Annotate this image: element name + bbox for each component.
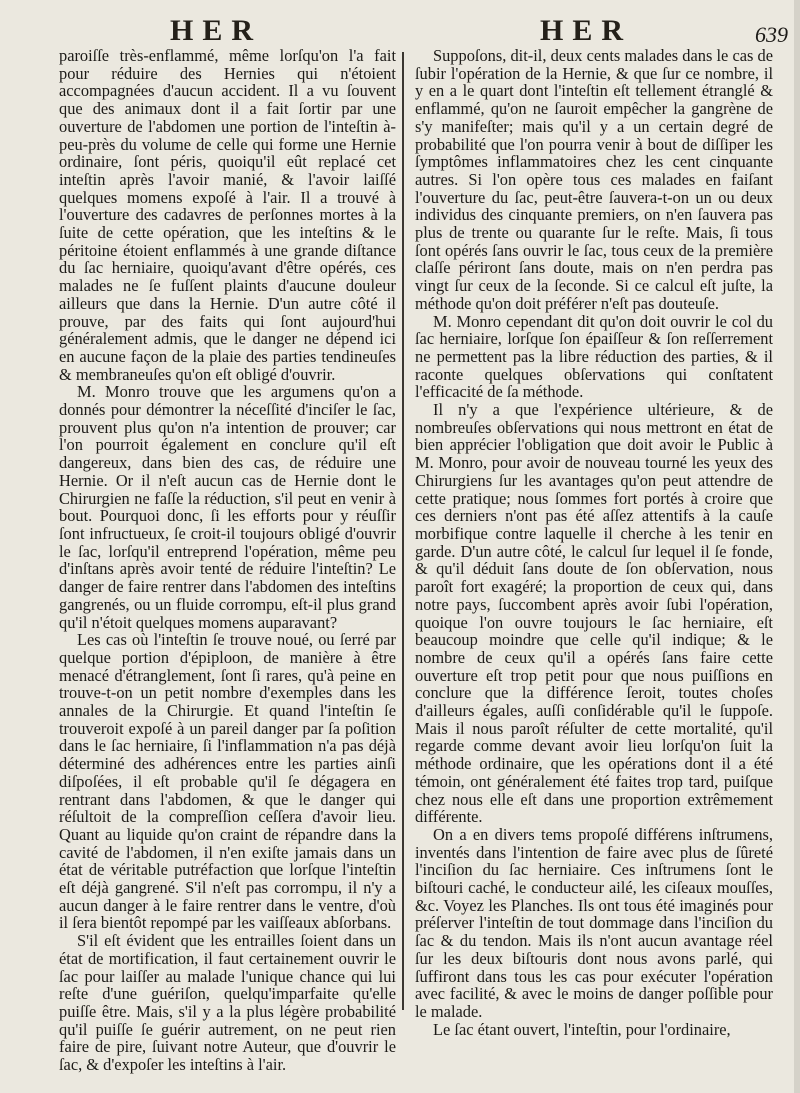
right-column: [415, 47, 773, 1038]
paragraph: Le ſac étant ouvert, l'inteſtin, pour l'ordinaire,: [433, 1019, 731, 1039]
paragraph: Les cas où l'inteſtin ſe trouve noué, ou ſerré par quelque portion d'épiploon, de manière à être menacé d'étranglement, ſont ſi rares, qu'à peine en trouve-t-on un petit nombre d'exemples dans les annales de la Chirurgie. Et quand l'inteſtin ſe trouveroit expoſé à un pareil danger par ſa poſition dans le ſac herniaire, ſi l'inflammation n'a pas déjà déterminé des adhérences entre les parties ainſi diſpoſées, il eſt probable qu'il ſe dégagera en rentrant dans l'abdomen, & que le danger qui réſultoit de la compreſſion ceſſera d'avoir lieu. Quant au liquide qu'on craint de répandre dans la cavité de l'abdomen, il n'en exiſte jamais dans un état de véritable putréfaction que lorſque l'inteſtin eſt déjà gangrené. S'il n'eſt pas corrompu, il n'y a aucun danger à le faire rentrer dans le ventre, d'où il ſera bientôt repompé par les vaiſſeaux abſorbans.: [59, 630, 396, 933]
page-header: [0, 14, 800, 50]
paragraph: On a en divers tems propoſé différens inſtrumens, inventés dans l'intention de faire avec plus de ſûreté l'inciſion du ſac herniaire. Ces inſtrumens ſont le biſtouri caché, le conducteur ailé, les ciſeaux mouſſes, &c. Voyez les Planches. Ils ont tous été imaginés pour préſerver l'inteſtin de tout dommage dans l'inciſion du ſac & du tendon. Mais ils n'ont aucun avantage réel ſur les deux biſtouris dont nous avons parlé, qui ſuffiront dans tous les cas pour exécuter l'opération avec facilité, & avec le moins de danger poſſible pour le malade.: [415, 824, 773, 1021]
paragraph: Suppoſons, dit-il, deux cents malades dans le cas de ſubir l'opération de la Hernie, & que ſur ce nombre, il y en a le quart dont l'inteſtin eſt tellement étranglé & enflammé, qu'on ne ſauroit empêcher la gangrène de s'y manifeſter; mais qu'il y a un certain degré de probabilité que l'on pourra venir à bout de diſſiper les ſymptômes inflammatoires chez les cent cinquante autres. Si l'on opère tous ces malades en faiſant l'ouverture du ſac, peut-être ſauvera-t-on un ou deux individus des cinquante premiers, on n'en ſauvera pas plus de trente ou quarante ſur le reſte. Mais, ſi tous ſont opérés ſans ouvrir le ſac, tous ceux de la première claſſe périront ſans doute, mais on n'en perdra pas vingt ſur ceux de la ſeconde. Si ce calcul eſt juſte, la méthode qu'on doit préférer n'eſt pas douteuſe.: [415, 46, 773, 313]
paragraph: M. Monro trouve que les argumens qu'on a donnés pour démontrer la néceſſité d'inciſer le ſac, prouvent plus qu'on n'a intention de prouver; car l'on pourroit également en conclure qu'il eſt dangereux, dans bien des cas, de réduire une Hernie. Or il n'eſt aucun cas de Hernie dont le Chirurgien ne faſſe la réduction, s'il peut en venir à bout. Pourquoi donc, ſi les efforts pour y réuſſir ſont infructueux, ſe croit-il toujours obligé d'ouvrir le ſac, lorſqu'il entreprend l'opération, même peu d'inſtans après avoir tenté de réduire l'inteſtin? Le danger de faire rentrer dans l'abdomen des inteſtins gangrenés, ou un fluide corrompu, eſt-il plus grand qu'il n'étoit quelques momens auparavant?: [59, 382, 396, 632]
paragraph: Il n'y a que l'expérience ultérieure, & de nombreuſes obſervations qui nous mettront en état de bien apprécier l'obligation que doit avoir le Public à M. Monro, pour avoir de nouveau tourné les yeux des Chirurgiens ſur les avantages qu'on peut attendre de cette pratique; nous ſommes fort portés à croire que ces derniers n'ont pas été aſſez attentifs à la cauſe morbifique contre laquelle il cherche à les tenir en garde. D'un autre côté, le calcul ſur lequel il ſe fonde, & qu'il déduit ſans doute de ſon obſervation, nous paroît fort exagéré; la proportion de ceux qui, dans notre pays, ſuccombent après avoir ſubi l'opération, quoique l'on ouvre toujours le ſac herniaire, eſt beaucoup moindre que celle qu'il indique; & le nombre de ceux qu'il a opérés ſans faire cette ouverture eſt trop petit pour que nous puiſſions en conclure que la différence ſeroit, toutes choſes d'ailleurs égales, auſſi conſidérable qu'il le ſuppoſe. Mais il nous paroît réſulter de cette mortalité, qu'il regarde comme devant avoir lieu lorſqu'on ſuit la méthode ordinaire, que les opérations dont il a été témoin, ont généralement été faites trop tard, puiſque chez nous elle eſt dans une proportion extrêmement différente.: [415, 400, 773, 827]
paragraph: paroiſſe très-enflammé, même lorſqu'on l'a fait pour réduire des Hernies qui n'étoient accompagnées d'aucun accident. Il a vu ſouvent que des animaux dont il a fait ſortir par une ouverture de l'abdomen une portion de l'inteſtin à-peu-près du volume de celle qui forme une Hernie ordinaire, ſont péris, quoiqu'il eût replacé cet inteſtin après l'avoir manié, & l'avoir laiſſé quelques momens expoſé à l'air. Il a trouvé à l'ouverture des cadavres de perſonnes mortes à la ſuite de cette opération, que les inteſtins & le péritoine étoient enflammés à une grande diſtance du ſac herniaire, quoiqu'avant d'être opérés, ces malades ne ſe fuſſent plaints d'aucune douleur ailleurs que dans la Hernie. D'un autre côté il prouve, par des faits qui ſont aujourd'hui généralement admis, que le danger ne dépend ici en aucune façon de la plaie des parties tendineuſes & membraneuſes qu'on eſt obligé d'ouvrir.: [59, 46, 396, 384]
running-head-right: HER: [540, 14, 633, 47]
paragraph: S'il eſt évident que les entrailles ſoient dans un état de mortification, il faut certainement ouvrir le ſac pour laiſſer au malade l'unique chance qui lui reſte d'une guériſon, quelqu'imparfaite qu'elle puiſſe être. Mais, s'il y a la plus légère probabilité qu'il puiſſe ſe guérir autrement, on ne peut rien faire de pire, ſuivant notre Auteur, que d'ouvrir le ſac, & d'expoſer les inteſtins à l'air.: [59, 931, 396, 1075]
page-number: 639: [755, 22, 788, 47]
left-column: [59, 47, 396, 1074]
column-divider: [402, 52, 404, 1010]
running-head-left: HER: [170, 14, 263, 47]
paragraph: M. Monro cependant dit qu'on doit ouvrir le col du ſac herniaire, lorſque ſon épaiſſeur & ſon reſſerrement ne permettent pas la libre réduction des parties, & il raconte quelques obſervations qui conſtatent l'efficacité de ſa méthode.: [415, 311, 773, 402]
